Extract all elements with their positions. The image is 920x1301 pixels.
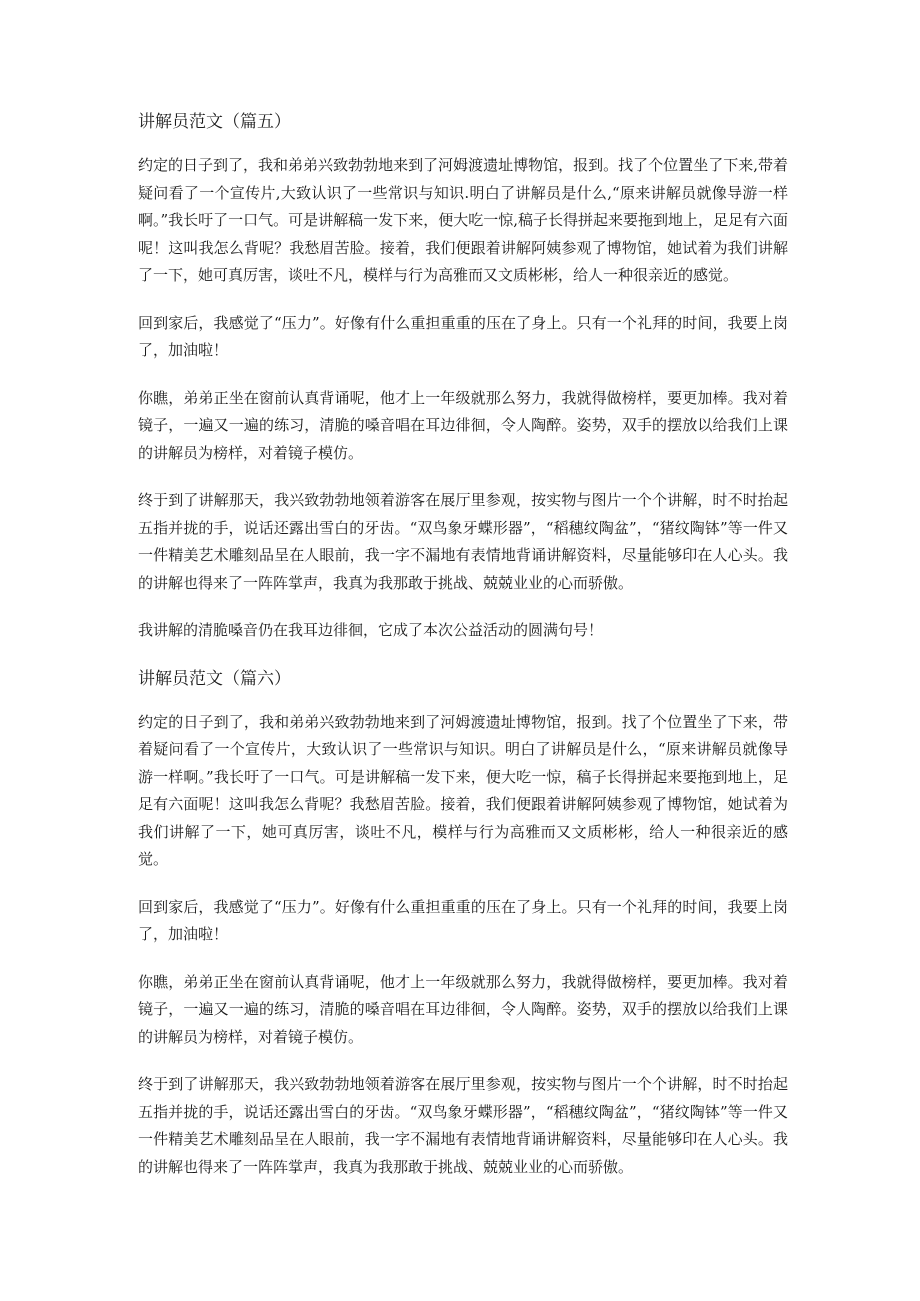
section-title: 讲解员范文（篇五） [138,112,291,132]
paragraph: 你瞧，弟弟正坐在窗前认真背诵呢，他才上一年级就那么努力，我就得做榜样，要更加棒。我对着镜子，一遍又一遍的练习，清脆的嗓音唱在耳边徘徊，令人陶醉。姿势，双手的摆放以给我们上课的讲解员为榜样，对着镜子模仿。 [138,972,788,1046]
paragraph: 约定的日子到了，我和弟弟兴致勃勃地来到了河姆渡遗址博物馆，报到。找了个位置坐了下来，带着疑问看了一个宣传片，大致认识了一些常识与知识。明白了讲解员是什么，“原来讲解员就像导游一样啊。”我长吁了一口气。可是讲解稿一发下来，便大吃一惊，稿子长得拼起来要拖到地上，足足有六面呢！这叫我怎么背呢？我愁眉苦脸。接着，我们便跟着讲解阿姨参观了博物馆，她试着为我们讲解了一下，她可真厉害，谈吐不凡，模样与行为高雅而又文质彬彬，给人一种很亲近的感觉。 [138,712,788,868]
paragraph: 终于到了讲解那天，我兴致勃勃地领着游客在展厅里参观，按实物与图片一个个讲解，时不时抬起五指并拢的手，说话还露出雪白的牙齿。“双鸟象牙蝶形器”，“稻穗纹陶盆”，“猪纹陶钵”等一件又一件精美艺术雕刻品呈在人眼前，我一字不漏地有表情地背诵讲解资料，尽量能够印在人心头。我的讲解也得来了一阵阵掌声，我真为我那敢于挑战、兢兢业业的心而骄傲。 [138,491,788,592]
paragraph: 我讲解的清脆嗓音仍在我耳边徘徊，它成了本次公益活动的圆满句号！ [138,621,604,639]
paragraph: 约定的日子到了，我和弟弟兴致勃勃地来到了河姆渡遗址博物馆，报到。找了个位置坐了下来,带着疑问看了一个宣传片,大致认识了一些常识与知识.明白了讲解员是什么,“原来讲解员就像导游一样啊。”我长吁了一口气。可是讲解稿一发下来，便大吃一惊,稿子长得拼起来要拖到地上，足足有六面呢！这叫我怎么背呢？我愁眉苦脸。接着，我们便跟着讲解阿姨参观了博物馆，她试着为我们讲解了一下，她可真厉害，谈吐不凡，模样与行为高雅而又文质彬彬，给人一种很亲近的感觉。 [138,156,788,284]
paragraph: 终于到了讲解那天，我兴致勃勃地领着游客在展厅里参观，按实物与图片一个个讲解，时不时抬起五指并拢的手，说话还露出雪白的牙齿。“双鸟象牙蝶形器”，“稻穗纹陶盆”，“猪纹陶钵”等一件又一件精美艺术雕刻品呈在人眼前，我一字不漏地有表情地背诵讲解资料，尽量能够印在人心头。我的讲解也得来了一阵阵掌声，我真为我那敢于挑战、兢兢业业的心而骄傲。 [138,1075,788,1176]
section-6 [138,665,788,1182]
section-5 [138,108,788,645]
paragraph: 回到家后，我感觉了“压力”。好像有什么重担重重的压在了身上。只有一个礼拜的时间，我要上岗了，加油啦！ [138,313,788,359]
paragraph: 回到家后，我感觉了“压力”。好像有什么重担重重的压在了身上。只有一个礼拜的时间，我要上岗了，加油啦！ [138,897,788,943]
section-title: 讲解员范文（篇六） [138,668,291,689]
document-page [138,108,788,1201]
paragraph: 你瞧，弟弟正坐在窗前认真背诵呢，他才上一年级就那么努力，我就得做榜样，要更加棒。我对着镜子，一遍又一遍的练习，清脆的嗓音唱在耳边徘徊，令人陶醉。姿势，双手的摆放以给我们上课的讲解员为榜样，对着镜子模仿。 [138,388,788,462]
